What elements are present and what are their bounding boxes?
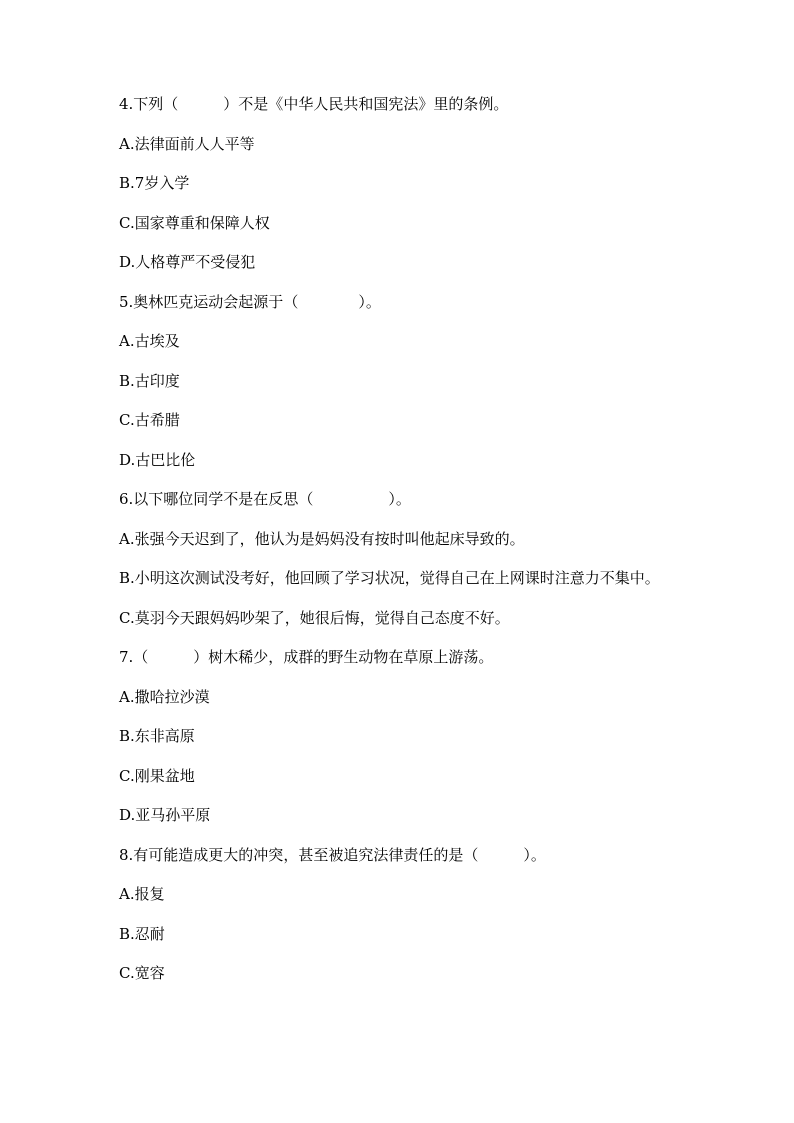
option-a: A.撒哈拉沙漠 <box>119 687 210 706</box>
option-c: C.刚果盆地 <box>119 766 195 785</box>
option-a: A.古埃及 <box>119 332 180 350</box>
option-a: A.报复 <box>119 885 165 903</box>
option-b: B.东非高原 <box>119 727 195 745</box>
option-d: D.人格尊严不受侵犯 <box>119 253 256 271</box>
option-c: C.古希腊 <box>119 411 180 429</box>
option-d: D.古巴比伦 <box>119 450 196 469</box>
option-a: A.法律面前人人平等 <box>119 134 255 153</box>
option-d: D.亚马孙平原 <box>119 806 211 824</box>
question-stem: 8.有可能造成更大的冲突，甚至被追究法律责任的是（ ）。 <box>119 845 546 864</box>
option-b: B.忍耐 <box>119 924 165 943</box>
question-stem: 5.奥林匹克运动会起源于（ ）。 <box>119 292 381 311</box>
option-c: C.莫羽今天跟妈妈吵架了，她很后悔，觉得自己态度不好。 <box>119 608 510 627</box>
question-list <box>119 94 679 1003</box>
question-stem: 4.下列（ ）不是《中华人民共和国宪法》里的条例。 <box>119 95 509 113</box>
question-7 <box>119 647 679 825</box>
option-b: B.古印度 <box>119 371 180 390</box>
option-a: A.张强今天迟到了，他认为是妈妈没有按时叫他起床导致的。 <box>119 529 525 548</box>
option-b: B.小明这次测试没考好，他回顾了学习状况，觉得自己在上网课时注意力不集中。 <box>119 569 660 587</box>
option-b: B.7岁入学 <box>119 174 190 192</box>
question-8 <box>119 845 679 984</box>
question-6 <box>119 489 679 628</box>
option-c: C.宽容 <box>119 964 165 982</box>
question-stem: 7.（ ）树木稀少，成群的野生动物在草原上游荡。 <box>119 648 494 666</box>
question-stem: 6.以下哪位同学不是在反思（ ）。 <box>119 490 411 508</box>
question-5 <box>119 292 679 470</box>
option-c: C.国家尊重和保障人权 <box>119 213 270 232</box>
question-4 <box>119 94 679 272</box>
